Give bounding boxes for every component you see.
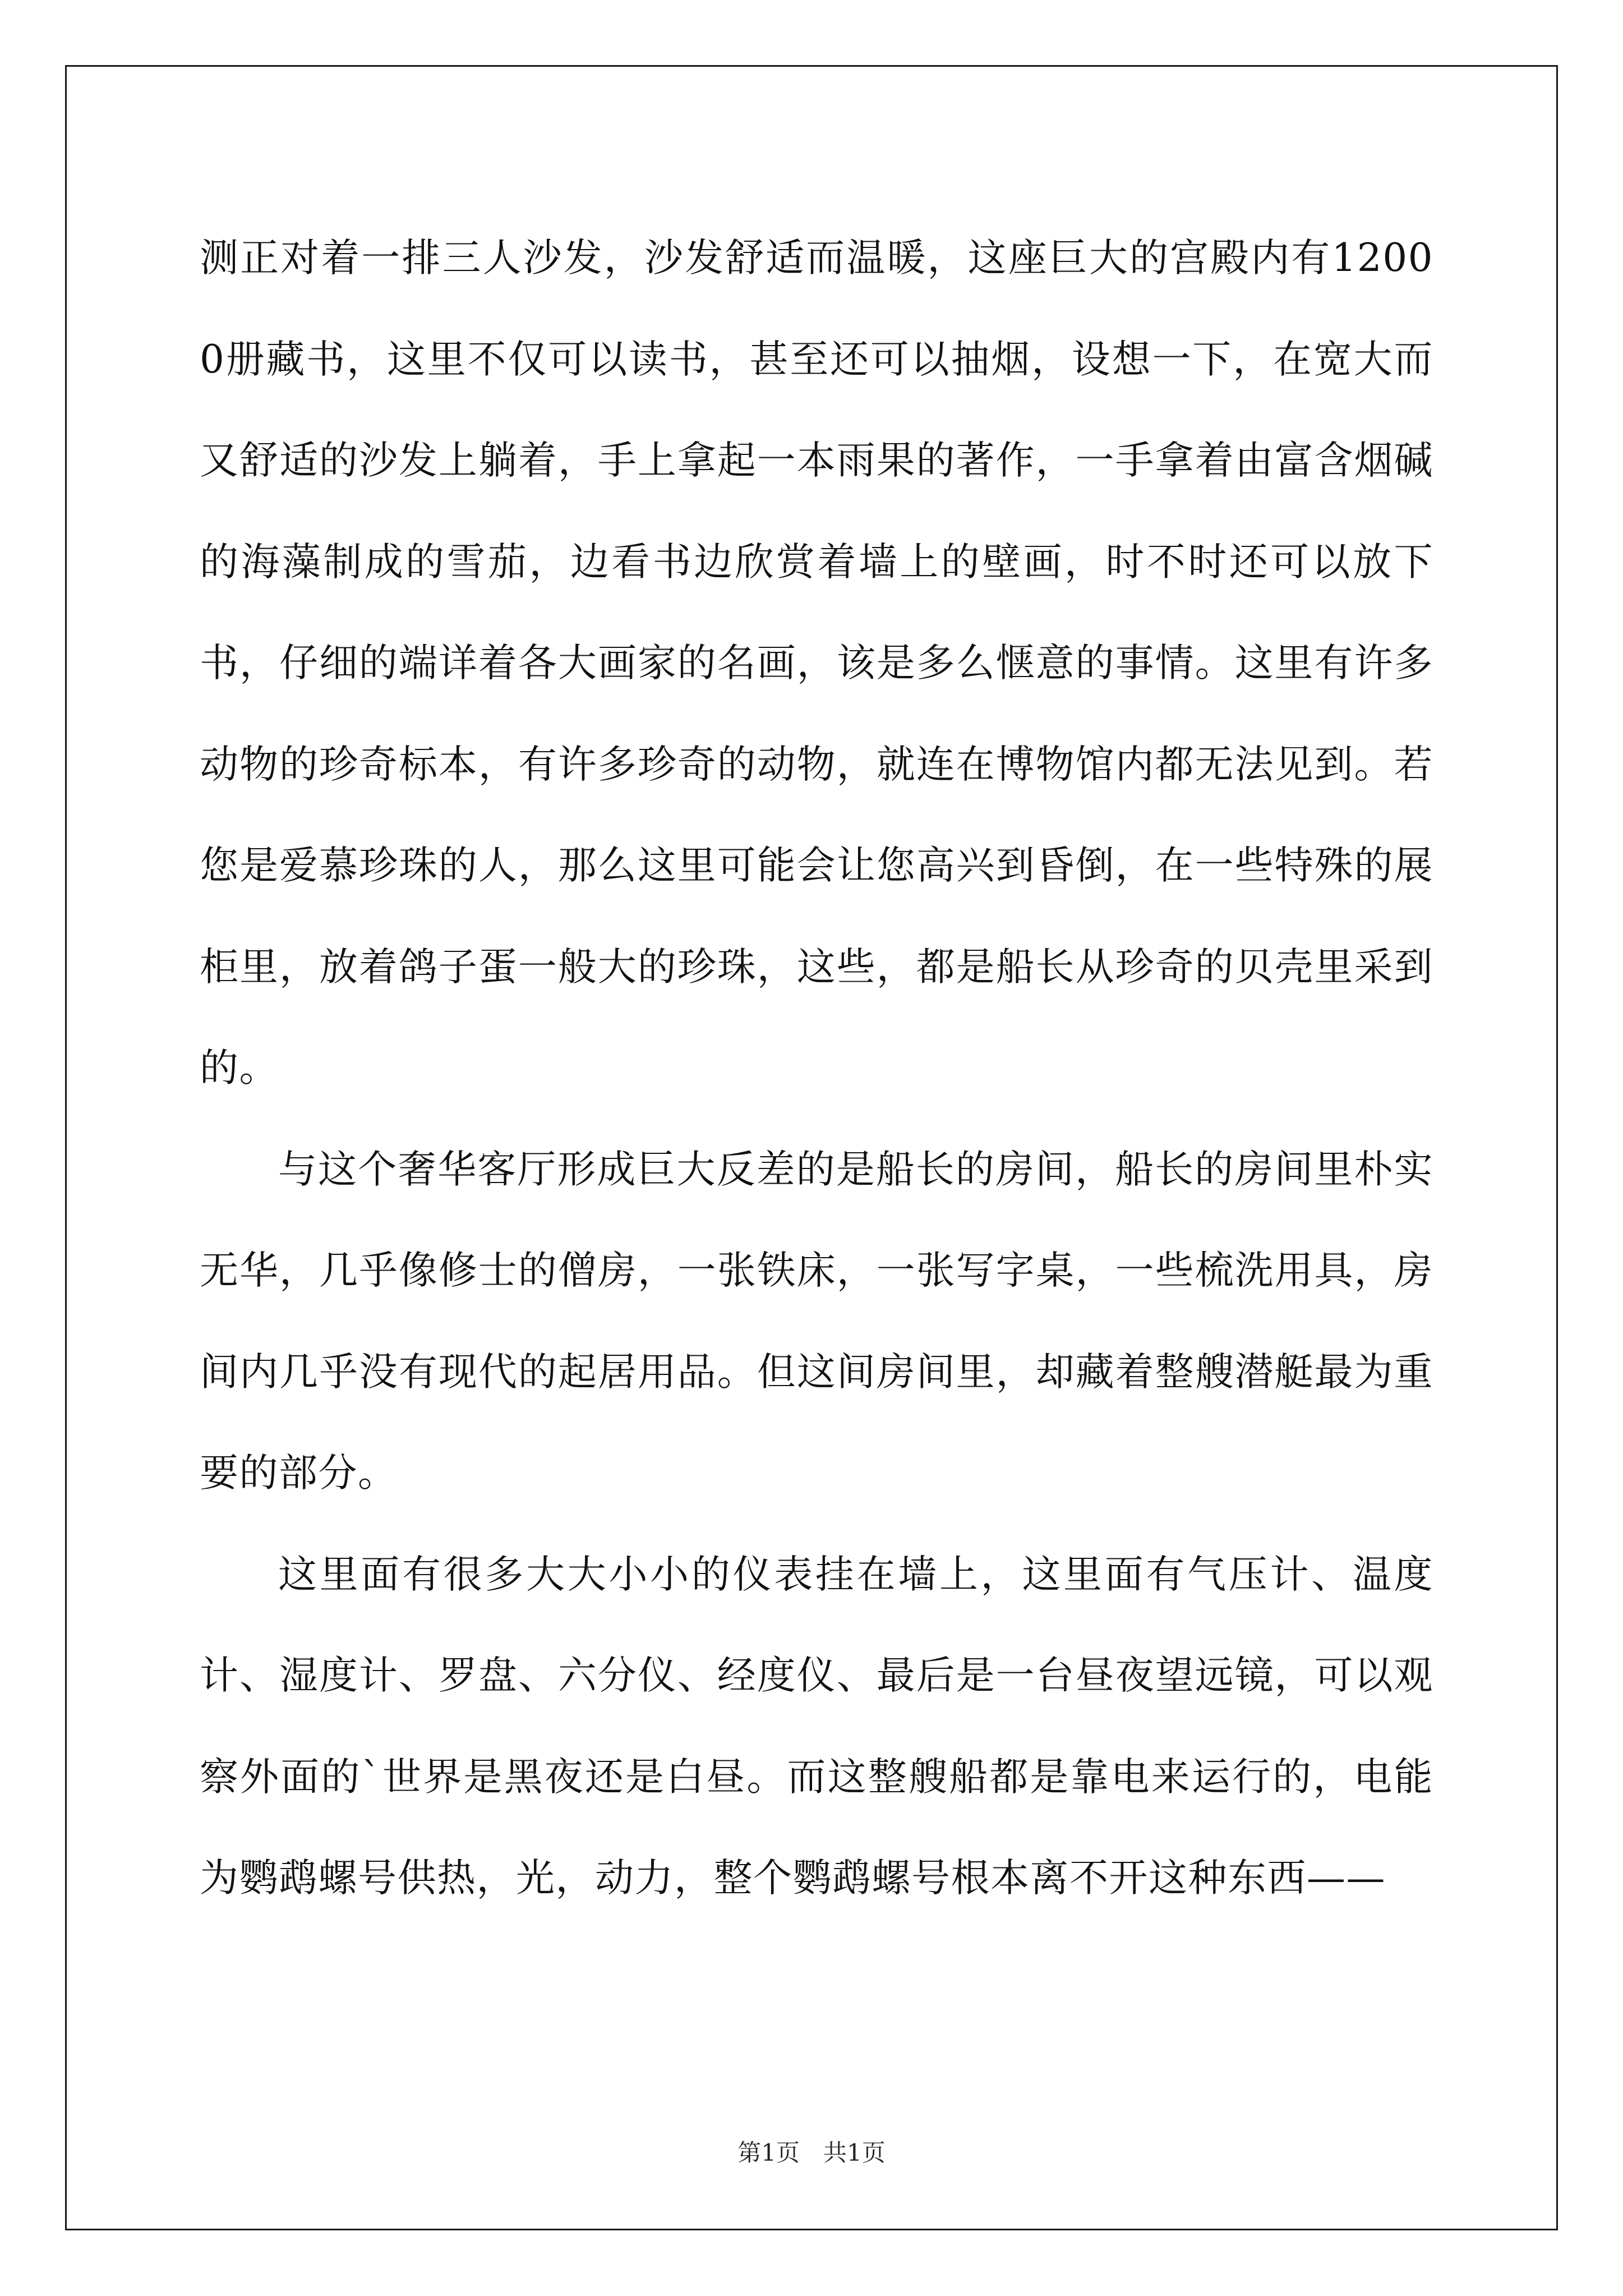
page-total: 共1页	[823, 2139, 886, 2166]
page-number: 第1页	[737, 2139, 800, 2166]
page-footer	[0, 2134, 1623, 2168]
paragraph: 与这个奢华客厅形成巨大反差的是船长的房间，船长的房间里朴实无华，几乎像修士的僧房，一张铁床，一张写字桌，一些梳洗用具，房间内几乎没有现代的起居用品。但这间房间里，却藏着整艘潜艇最为重要的部分。	[200, 1147, 1433, 1496]
paragraph: 测正对着一排三人沙发，沙发舒适而温暖，这座巨大的宫殿内有12000册藏书，这里不仅可以读书，甚至还可以抽烟，设想一下，在宽大而又舒适的沙发上躺着，手上拿起一本雨果的著作，一手拿着由富含烟碱的海藻制成的雪茄，边看书边欣赏着墙上的壁画，时不时还可以放下书，仔细的端详着各大画家的名画，该是多么惬意的事情。这里有许多动物的珍奇标本，有许多珍奇的动物，就连在博物馆内都无法见到。若您是爱慕珍珠的人，那么这里可能会让您高兴到昏倒，在一些特殊的展柜里，放着鸽子蛋一般大的珍珠，这些，都是船长从珍奇的贝壳里采到的。	[200, 236, 1433, 1091]
document-body	[200, 208, 1433, 1929]
paragraph: 这里面有很多大大小小的仪表挂在墙上，这里面有气压计、温度计、湿度计、罗盘、六分仪、经度仪、最后是一台昼夜望远镜，可以观察外面的`世界是黑夜还是白昼。而这整艘船都是靠电来运行的，电能为鹦鹉螺号供热，光，动力，整个鹦鹉螺号根本离不开这种东西——	[200, 1552, 1433, 1901]
